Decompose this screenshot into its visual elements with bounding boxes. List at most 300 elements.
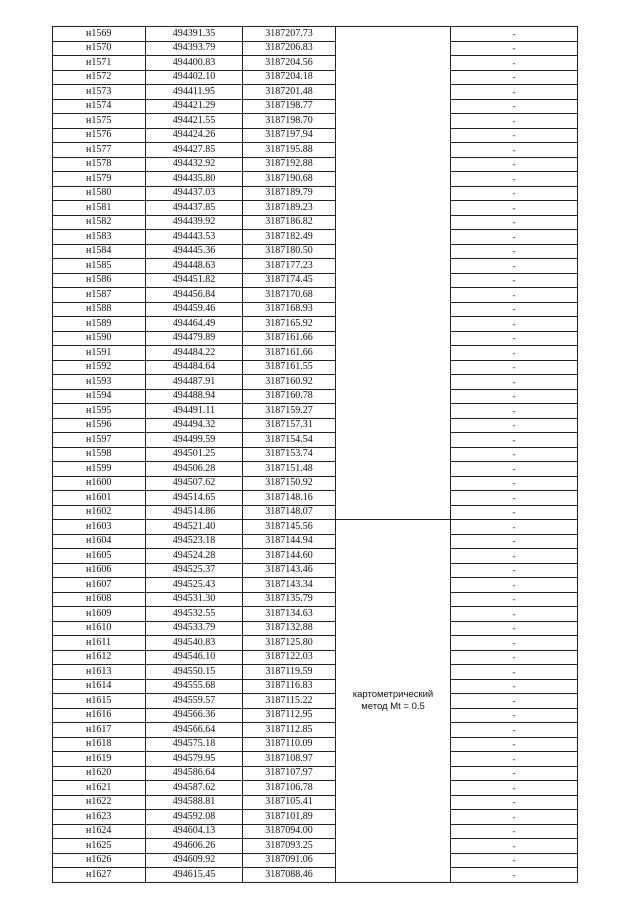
table-row <box>53 99 578 114</box>
note-cell: - <box>451 99 578 114</box>
point-id-cell: н1600 <box>53 476 146 491</box>
table-row <box>53 853 578 868</box>
y-coordinate-cell: 3187144.60 <box>243 549 336 564</box>
y-coordinate-cell: 3187197.94 <box>243 128 336 143</box>
y-coordinate-cell: 3187206.83 <box>243 41 336 56</box>
point-id-cell: н1569 <box>53 27 146 42</box>
table-row <box>53 737 578 752</box>
note-cell: - <box>451 781 578 796</box>
note-cell: - <box>451 708 578 723</box>
table-row <box>53 534 578 549</box>
table-row <box>53 259 578 274</box>
note-cell: - <box>451 273 578 288</box>
x-coordinate-cell: 494421.55 <box>146 114 243 129</box>
x-coordinate-cell: 494437.85 <box>146 201 243 216</box>
x-coordinate-cell: 494586.64 <box>146 766 243 781</box>
y-coordinate-cell: 3187119.59 <box>243 665 336 680</box>
y-coordinate-cell: 3187160.78 <box>243 389 336 404</box>
point-id-cell: н1607 <box>53 578 146 593</box>
point-id-cell: н1622 <box>53 795 146 810</box>
table-row <box>53 491 578 506</box>
x-coordinate-cell: 494514.65 <box>146 491 243 506</box>
y-coordinate-cell: 3187161.66 <box>243 346 336 361</box>
point-id-cell: н1617 <box>53 723 146 738</box>
table-row <box>53 839 578 854</box>
note-cell: - <box>451 288 578 303</box>
point-id-cell: н1577 <box>53 143 146 158</box>
note-cell: - <box>451 795 578 810</box>
table-row <box>53 143 578 158</box>
x-coordinate-cell: 494501.25 <box>146 447 243 462</box>
coordinates-table-body <box>53 27 578 883</box>
x-coordinate-cell: 494484.22 <box>146 346 243 361</box>
point-id-cell: н1608 <box>53 592 146 607</box>
y-coordinate-cell: 3187180.50 <box>243 244 336 259</box>
table-row <box>53 244 578 259</box>
table-row <box>53 70 578 85</box>
y-coordinate-cell: 3187165.92 <box>243 317 336 332</box>
note-cell: - <box>451 534 578 549</box>
y-coordinate-cell: 3187122.03 <box>243 650 336 665</box>
point-id-cell: н1626 <box>53 853 146 868</box>
point-id-cell: н1593 <box>53 375 146 390</box>
table-row <box>53 781 578 796</box>
point-id-cell: н1594 <box>53 389 146 404</box>
table-row <box>53 230 578 245</box>
x-coordinate-cell: 494464.49 <box>146 317 243 332</box>
note-cell: - <box>451 810 578 825</box>
note-cell: - <box>451 27 578 42</box>
x-coordinate-cell: 494421.29 <box>146 99 243 114</box>
y-coordinate-cell: 3187105.41 <box>243 795 336 810</box>
y-coordinate-cell: 3187091.06 <box>243 853 336 868</box>
y-coordinate-cell: 3187132.88 <box>243 621 336 636</box>
x-coordinate-cell: 494459.46 <box>146 302 243 317</box>
table-row <box>53 56 578 71</box>
point-id-cell: н1612 <box>53 650 146 665</box>
point-id-cell: н1579 <box>53 172 146 187</box>
table-row <box>53 505 578 520</box>
note-cell: - <box>451 128 578 143</box>
x-coordinate-cell: 494523.18 <box>146 534 243 549</box>
y-coordinate-cell: 3187150.92 <box>243 476 336 491</box>
note-cell: - <box>451 592 578 607</box>
y-coordinate-cell: 3187204.18 <box>243 70 336 85</box>
note-cell: - <box>451 360 578 375</box>
x-coordinate-cell: 494579.95 <box>146 752 243 767</box>
note-cell: - <box>451 433 578 448</box>
note-cell: - <box>451 621 578 636</box>
table-row <box>53 418 578 433</box>
table-row <box>53 331 578 346</box>
note-cell: - <box>451 505 578 520</box>
x-coordinate-cell: 494439.92 <box>146 215 243 230</box>
point-id-cell: н1573 <box>53 85 146 100</box>
table-row <box>53 389 578 404</box>
table-row <box>53 650 578 665</box>
y-coordinate-cell: 3187144.94 <box>243 534 336 549</box>
point-id-cell: н1616 <box>53 708 146 723</box>
x-coordinate-cell: 494451.82 <box>146 273 243 288</box>
method-text: метод Mt = 0.5 <box>361 700 425 712</box>
x-coordinate-cell: 494592.08 <box>146 810 243 825</box>
x-coordinate-cell: 494437.03 <box>146 186 243 201</box>
x-coordinate-cell: 494559.57 <box>146 694 243 709</box>
x-coordinate-cell: 494588.81 <box>146 795 243 810</box>
note-cell: - <box>451 389 578 404</box>
point-id-cell: н1614 <box>53 679 146 694</box>
x-coordinate-cell: 494427.85 <box>146 143 243 158</box>
coordinates-table <box>52 26 578 883</box>
note-cell: - <box>451 230 578 245</box>
table-row <box>53 288 578 303</box>
note-cell: - <box>451 201 578 216</box>
x-coordinate-cell: 494391.35 <box>146 27 243 42</box>
note-cell: - <box>451 244 578 259</box>
note-cell: - <box>451 520 578 535</box>
x-coordinate-cell: 494550.15 <box>146 665 243 680</box>
x-coordinate-cell: 494424.26 <box>146 128 243 143</box>
point-id-cell: н1587 <box>53 288 146 303</box>
x-coordinate-cell: 494525.43 <box>146 578 243 593</box>
y-coordinate-cell: 3187201.48 <box>243 85 336 100</box>
y-coordinate-cell: 3187198.77 <box>243 99 336 114</box>
y-coordinate-cell: 3187174.45 <box>243 273 336 288</box>
x-coordinate-cell: 494499.59 <box>146 433 243 448</box>
y-coordinate-cell: 3187115.22 <box>243 694 336 709</box>
note-cell: - <box>451 578 578 593</box>
x-coordinate-cell: 494575.18 <box>146 737 243 752</box>
y-coordinate-cell: 3187168.93 <box>243 302 336 317</box>
table-row <box>53 607 578 622</box>
table-row <box>53 215 578 230</box>
note-cell: - <box>451 70 578 85</box>
table-row <box>53 824 578 839</box>
y-coordinate-cell: 3187153.74 <box>243 447 336 462</box>
y-coordinate-cell: 3187204.56 <box>243 56 336 71</box>
table-row <box>53 128 578 143</box>
note-cell: - <box>451 375 578 390</box>
y-coordinate-cell: 3187148.16 <box>243 491 336 506</box>
point-id-cell: н1615 <box>53 694 146 709</box>
table-row <box>53 621 578 636</box>
y-coordinate-cell: 3187151.48 <box>243 462 336 477</box>
note-cell: - <box>451 346 578 361</box>
point-id-cell: н1625 <box>53 839 146 854</box>
x-coordinate-cell: 494566.64 <box>146 723 243 738</box>
table-row <box>53 273 578 288</box>
table-row <box>53 186 578 201</box>
table-row <box>53 172 578 187</box>
x-coordinate-cell: 494393.79 <box>146 41 243 56</box>
table-row <box>53 592 578 607</box>
point-id-cell: н1575 <box>53 114 146 129</box>
point-id-cell: н1597 <box>53 433 146 448</box>
point-id-cell: н1602 <box>53 505 146 520</box>
y-coordinate-cell: 3187161.55 <box>243 360 336 375</box>
note-cell: - <box>451 215 578 230</box>
point-id-cell: н1582 <box>53 215 146 230</box>
x-coordinate-cell: 494494.32 <box>146 418 243 433</box>
point-id-cell: н1585 <box>53 259 146 274</box>
y-coordinate-cell: 3187190.68 <box>243 172 336 187</box>
y-coordinate-cell: 3187116.83 <box>243 679 336 694</box>
note-cell: - <box>451 186 578 201</box>
note-cell: - <box>451 41 578 56</box>
point-id-cell: н1590 <box>53 331 146 346</box>
point-id-cell: н1605 <box>53 549 146 564</box>
y-coordinate-cell: 3187161.66 <box>243 331 336 346</box>
x-coordinate-cell: 494445.36 <box>146 244 243 259</box>
point-id-cell: н1599 <box>53 462 146 477</box>
note-cell: - <box>451 694 578 709</box>
y-coordinate-cell: 3187106.78 <box>243 781 336 796</box>
x-coordinate-cell: 494524.28 <box>146 549 243 564</box>
note-cell: - <box>451 259 578 274</box>
point-id-cell: н1618 <box>53 737 146 752</box>
table-row <box>53 708 578 723</box>
note-cell: - <box>451 563 578 578</box>
y-coordinate-cell: 3187192.88 <box>243 157 336 172</box>
note-cell: - <box>451 302 578 317</box>
table-row <box>53 201 578 216</box>
point-id-cell: н1620 <box>53 766 146 781</box>
table-row <box>53 433 578 448</box>
y-coordinate-cell: 3187154.54 <box>243 433 336 448</box>
table-row <box>53 462 578 477</box>
table-row <box>53 679 578 694</box>
table-row <box>53 694 578 709</box>
y-coordinate-cell: 3187189.23 <box>243 201 336 216</box>
x-coordinate-cell: 494507.62 <box>146 476 243 491</box>
note-cell: - <box>451 317 578 332</box>
x-coordinate-cell: 494555.68 <box>146 679 243 694</box>
y-coordinate-cell: 3187110.09 <box>243 737 336 752</box>
method-cell <box>336 520 451 883</box>
table-row <box>53 375 578 390</box>
table-row <box>53 520 578 535</box>
y-coordinate-cell: 3187148.07 <box>243 505 336 520</box>
note-cell: - <box>451 447 578 462</box>
y-coordinate-cell: 3187160.92 <box>243 375 336 390</box>
x-coordinate-cell: 494484.64 <box>146 360 243 375</box>
note-cell: - <box>451 491 578 506</box>
note-cell: - <box>451 665 578 680</box>
point-id-cell: н1576 <box>53 128 146 143</box>
method-cell <box>336 27 451 520</box>
x-coordinate-cell: 494487.91 <box>146 375 243 390</box>
table-row <box>53 795 578 810</box>
table-row <box>53 549 578 564</box>
note-cell: - <box>451 476 578 491</box>
point-id-cell: н1598 <box>53 447 146 462</box>
point-id-cell: н1604 <box>53 534 146 549</box>
x-coordinate-cell: 494491.11 <box>146 404 243 419</box>
point-id-cell: н1613 <box>53 665 146 680</box>
table-row <box>53 665 578 680</box>
y-coordinate-cell: 3187107.97 <box>243 766 336 781</box>
note-cell: - <box>451 679 578 694</box>
note-cell: - <box>451 114 578 129</box>
table-row <box>53 317 578 332</box>
x-coordinate-cell: 494443.53 <box>146 230 243 245</box>
note-cell: - <box>451 752 578 767</box>
point-id-cell: н1603 <box>53 520 146 535</box>
point-id-cell: н1596 <box>53 418 146 433</box>
table-row <box>53 766 578 781</box>
method-text: картометрический <box>352 688 434 700</box>
x-coordinate-cell: 494488.94 <box>146 389 243 404</box>
y-coordinate-cell: 3187135.79 <box>243 592 336 607</box>
y-coordinate-cell: 3187108.97 <box>243 752 336 767</box>
x-coordinate-cell: 494531.30 <box>146 592 243 607</box>
x-coordinate-cell: 494609.92 <box>146 853 243 868</box>
y-coordinate-cell: 3187094.00 <box>243 824 336 839</box>
x-coordinate-cell: 494533.79 <box>146 621 243 636</box>
note-cell: - <box>451 85 578 100</box>
point-id-cell: н1592 <box>53 360 146 375</box>
x-coordinate-cell: 494435.80 <box>146 172 243 187</box>
y-coordinate-cell: 3187093.25 <box>243 839 336 854</box>
x-coordinate-cell: 494587.62 <box>146 781 243 796</box>
note-cell: - <box>451 56 578 71</box>
y-coordinate-cell: 3187170.68 <box>243 288 336 303</box>
x-coordinate-cell: 494604.13 <box>146 824 243 839</box>
x-coordinate-cell: 494479.89 <box>146 331 243 346</box>
y-coordinate-cell: 3187112.85 <box>243 723 336 738</box>
table-row <box>53 868 578 883</box>
x-coordinate-cell: 494521.40 <box>146 520 243 535</box>
note-cell: - <box>451 157 578 172</box>
note-cell: - <box>451 766 578 781</box>
y-coordinate-cell: 3187195.88 <box>243 143 336 158</box>
point-id-cell: н1609 <box>53 607 146 622</box>
note-cell: - <box>451 737 578 752</box>
point-id-cell: н1586 <box>53 273 146 288</box>
x-coordinate-cell: 494506.28 <box>146 462 243 477</box>
table-row <box>53 723 578 738</box>
y-coordinate-cell: 3187198.70 <box>243 114 336 129</box>
y-coordinate-cell: 3187186.82 <box>243 215 336 230</box>
y-coordinate-cell: 3187143.46 <box>243 563 336 578</box>
table-row <box>53 114 578 129</box>
x-coordinate-cell: 494400.83 <box>146 56 243 71</box>
point-id-cell: н1581 <box>53 201 146 216</box>
x-coordinate-cell: 494402.10 <box>146 70 243 85</box>
note-cell: - <box>451 172 578 187</box>
table-row <box>53 346 578 361</box>
point-id-cell: н1583 <box>53 230 146 245</box>
note-cell: - <box>451 868 578 883</box>
x-coordinate-cell: 494606.26 <box>146 839 243 854</box>
note-cell: - <box>451 650 578 665</box>
point-id-cell: н1588 <box>53 302 146 317</box>
table-row <box>53 476 578 491</box>
table-row <box>53 27 578 42</box>
y-coordinate-cell: 3187112.95 <box>243 708 336 723</box>
point-id-cell: н1584 <box>53 244 146 259</box>
note-cell: - <box>451 143 578 158</box>
x-coordinate-cell: 494615.45 <box>146 868 243 883</box>
y-coordinate-cell: 3187177.23 <box>243 259 336 274</box>
point-id-cell: н1627 <box>53 868 146 883</box>
point-id-cell: н1595 <box>53 404 146 419</box>
y-coordinate-cell: 3187189.79 <box>243 186 336 201</box>
note-cell: - <box>451 723 578 738</box>
y-coordinate-cell: 3187145.56 <box>243 520 336 535</box>
table-row <box>53 563 578 578</box>
point-id-cell: н1589 <box>53 317 146 332</box>
x-coordinate-cell: 494514.86 <box>146 505 243 520</box>
y-coordinate-cell: 3187134.63 <box>243 607 336 622</box>
table-row <box>53 360 578 375</box>
point-id-cell: н1570 <box>53 41 146 56</box>
y-coordinate-cell: 3187143.34 <box>243 578 336 593</box>
note-cell: - <box>451 404 578 419</box>
point-id-cell: н1574 <box>53 99 146 114</box>
point-id-cell: н1623 <box>53 810 146 825</box>
note-cell: - <box>451 824 578 839</box>
table-row <box>53 404 578 419</box>
point-id-cell: н1572 <box>53 70 146 85</box>
x-coordinate-cell: 494566.36 <box>146 708 243 723</box>
table-row <box>53 302 578 317</box>
point-id-cell: н1571 <box>53 56 146 71</box>
note-cell: - <box>451 636 578 651</box>
point-id-cell: н1611 <box>53 636 146 651</box>
y-coordinate-cell: 3187182.49 <box>243 230 336 245</box>
table-row <box>53 41 578 56</box>
x-coordinate-cell: 494540.83 <box>146 636 243 651</box>
table-row <box>53 85 578 100</box>
note-cell: - <box>451 839 578 854</box>
table-row <box>53 636 578 651</box>
note-cell: - <box>451 853 578 868</box>
point-id-cell: н1580 <box>53 186 146 201</box>
x-coordinate-cell: 494525.37 <box>146 563 243 578</box>
point-id-cell: н1601 <box>53 491 146 506</box>
y-coordinate-cell: 3187088.46 <box>243 868 336 883</box>
y-coordinate-cell: 3187207.73 <box>243 27 336 42</box>
point-id-cell: н1578 <box>53 157 146 172</box>
note-cell: - <box>451 549 578 564</box>
x-coordinate-cell: 494532.55 <box>146 607 243 622</box>
note-cell: - <box>451 607 578 622</box>
note-cell: - <box>451 418 578 433</box>
y-coordinate-cell: 3187101.89 <box>243 810 336 825</box>
x-coordinate-cell: 494456.84 <box>146 288 243 303</box>
x-coordinate-cell: 494448.63 <box>146 259 243 274</box>
point-id-cell: н1624 <box>53 824 146 839</box>
x-coordinate-cell: 494432.92 <box>146 157 243 172</box>
note-cell: - <box>451 331 578 346</box>
table-row <box>53 447 578 462</box>
x-coordinate-cell: 494546.10 <box>146 650 243 665</box>
point-id-cell: н1621 <box>53 781 146 796</box>
table-row <box>53 157 578 172</box>
point-id-cell: н1619 <box>53 752 146 767</box>
x-coordinate-cell: 494411.95 <box>146 85 243 100</box>
table-row <box>53 578 578 593</box>
table-row <box>53 752 578 767</box>
point-id-cell: н1606 <box>53 563 146 578</box>
y-coordinate-cell: 3187159.27 <box>243 404 336 419</box>
y-coordinate-cell: 3187125.80 <box>243 636 336 651</box>
table-row <box>53 810 578 825</box>
note-cell: - <box>451 462 578 477</box>
point-id-cell: н1591 <box>53 346 146 361</box>
point-id-cell: н1610 <box>53 621 146 636</box>
